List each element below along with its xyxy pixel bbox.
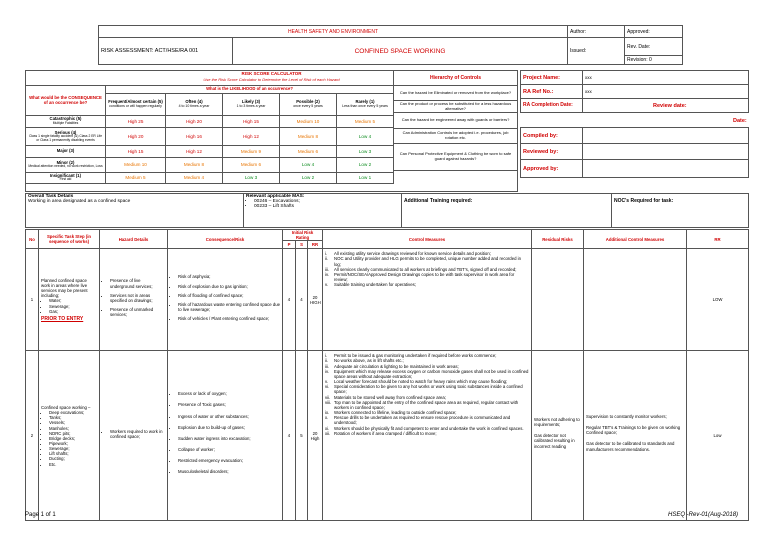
consequence-item: • Sudden water ingress into excavation; <box>178 436 280 441</box>
task-step-item: • Manholes; <box>49 426 97 431</box>
control-measure-text: No works above, as in lift shafts etc.; <box>334 358 404 364</box>
risk-score-cell: Low 2 <box>337 158 394 173</box>
risk-score-cell: High 15 <box>223 116 280 128</box>
risk-score-cell: Low 4 <box>280 158 337 173</box>
residual-rating: LOW <box>687 249 749 351</box>
control-measure-number: v. <box>325 282 329 288</box>
additional-controls <box>584 351 687 521</box>
row-number: 2 <box>26 351 39 521</box>
consequence-row-label: Catastrophic (5) Multiple Fatalities <box>26 116 106 128</box>
consequence-item: • Explosion due to build-up of gases; <box>178 425 280 430</box>
col-consequence: Consequence/Risk <box>168 230 283 249</box>
consequence-header: What would be the CONSEQUENCE of an occurrence be? <box>26 86 106 116</box>
consequence-item: • Ingress of water or other substances; <box>178 414 280 419</box>
consequence-row-label: Serious (4) Class 1 single fatality accident (&) Class 2 ER Life or Class 1 permanently disabling events <box>26 128 106 146</box>
control-measure-number: v. <box>325 379 329 385</box>
hazard-details <box>100 351 168 521</box>
risk-score-cell: High 15 <box>106 146 166 158</box>
control-measure-item <box>325 272 529 282</box>
revision-footer: HSEQ -Rev-01(Aug-2018) <box>668 512 739 518</box>
risk-score-cell: Medium 5 <box>106 173 166 184</box>
col-residual: Residual Risks <box>532 230 584 249</box>
risk-score-cell: Low 3 <box>337 146 394 158</box>
task-step-item: • Lift shafts; <box>49 451 97 456</box>
author-label: Author: <box>568 26 625 38</box>
prior-to-entry-note: PRIOR TO ENTRY <box>41 315 84 322</box>
table-row <box>26 249 749 351</box>
page-number: Page 1 of 1 <box>25 512 56 518</box>
likelihood-column-header: Possible (2) once every 5 years <box>280 94 337 116</box>
severity: 4 <box>296 249 308 351</box>
control-measure-number: i. <box>325 251 328 257</box>
approved-label: Approved: <box>625 26 683 38</box>
risk-score-cell: Medium 8 <box>280 128 337 146</box>
risk-matrix <box>25 85 394 184</box>
risk-score-cell: Low 1 <box>337 173 394 184</box>
calculator-title: RISK SCORE CALCULATOR <box>241 71 302 76</box>
ra-ref-label: RA Ref No.: <box>521 85 583 99</box>
task-step-item: • Pipework; <box>49 441 97 446</box>
hazard-item: • Presence of live underground services; <box>110 278 165 288</box>
ra-ref-title: RISK ASSESSMENT: ACT/HSE/RA 001 <box>99 38 233 65</box>
overall-task-value: Working in area designated as a confined space <box>28 199 131 204</box>
severity: 5 <box>296 351 308 521</box>
control-measure-number: xi. <box>325 425 330 431</box>
task-step-item: • Gas; <box>49 309 97 314</box>
hazard-details <box>100 249 168 351</box>
risk-score-cell: High 12 <box>223 128 280 146</box>
additional-controls <box>584 249 687 351</box>
risk-rating: 20 High <box>308 351 323 521</box>
consequence-row-label: Major (3) <box>26 146 106 158</box>
hierarchy-item: Can the hazard be Eliminated or removed from the workplace? <box>394 86 518 101</box>
risk-score-cell: High 12 <box>166 146 223 158</box>
task-step-intro: Confined space working – <box>41 404 91 410</box>
consequence-item: • Risk of vehicles / Plant entering confined space; <box>178 316 280 321</box>
task-step-item: • Water; <box>49 298 97 303</box>
date-label: Date: <box>733 118 747 124</box>
calculator-subtitle: Use the Risk Score Calculator to Determine the Level of Risk of each Hazard <box>203 77 340 82</box>
review-date-label: Review date: <box>583 99 749 113</box>
risk-score-cell: Low 3 <box>223 173 280 184</box>
control-measure-item <box>325 431 529 436</box>
consequence-list <box>168 351 283 521</box>
hierarchy-item: Can the hazard be engineered away with guards or barriers? <box>394 113 518 129</box>
control-measures <box>323 249 532 351</box>
col-initial-risk: Initial Risk Rating <box>283 230 323 241</box>
control-measure-text: Workers should be physically fit and competent to enter and undertake the work in confined spaces. <box>334 425 524 431</box>
project-name-label: Project Name: <box>521 71 583 85</box>
task-step-intro: Planned confined space work in areas where live services may be present including; <box>41 277 88 299</box>
control-measure-number: ii. <box>325 358 329 364</box>
control-measure-text: Suitable training undertaken for operatives; <box>334 282 416 288</box>
residual-risks <box>532 249 584 351</box>
control-measure-number: ix. <box>325 410 330 416</box>
task-step <box>39 351 100 521</box>
col-hazard: Hazard Details <box>100 230 168 249</box>
mas-label: Relevant applicable MAS: <box>246 194 305 199</box>
control-measure-text: Permit/NOC/SEA/Approved Design Drawings copies to be with task supervisor in work area for review; <box>334 271 515 283</box>
hse-title: HEALTH SAFETY AND ENVIRONMENT <box>99 26 568 38</box>
mas-item: • 00246 – Excavations; <box>254 199 399 204</box>
residual-rating: Low <box>687 351 749 521</box>
reviewed-by-label: Reviewed by: <box>521 144 583 160</box>
task-step <box>39 249 100 351</box>
task-step-item: • Sewerage; <box>49 304 97 309</box>
control-measure-text: Rotation of workers if area cramped / difficult to move; <box>334 430 437 436</box>
risk-score-cell: High 20 <box>166 116 223 128</box>
likelihood-column-header: Rarely (1) Less than once every 5 years <box>337 94 394 116</box>
additional-control-item: Regular TBT's & Trainings to be given on working Confined space; <box>586 425 681 436</box>
table-row <box>26 351 749 521</box>
residual-risk-item: Workers not adhering to requirements; <box>534 416 580 428</box>
task-step-item: • Etc. <box>49 462 97 467</box>
task-step-item: • Bridge decks; <box>49 436 97 441</box>
consequence-row-label: Insignificant (1) First aid <box>26 173 106 184</box>
hierarchy-item: Can Personal Protective Equipment & Clothing be worn to safe guard against hazards? <box>394 144 518 171</box>
noc-label: NOC's Required for task: <box>612 194 749 228</box>
likelihood-column-header: Often (4) 4 to 10 times a year <box>166 94 223 116</box>
approved-by-label: Approved by: <box>521 160 583 178</box>
likelihood-header: What is the LIKELIHOOD of an occurrence? <box>106 86 394 94</box>
hazard-item: • Services not in areas specified on drawings; <box>110 293 165 303</box>
consequence-item: • Presence of Toxic gases; <box>178 402 280 407</box>
rev-date-label: Rev. Date: <box>625 38 683 56</box>
residual-risk-item: Gas detector not calibrated resulting in incorrect reading <box>534 433 575 449</box>
task-step-item: • Sewerage; <box>49 446 97 451</box>
control-measures <box>323 351 532 521</box>
control-measure-text: Adequate air circulation & lighting to be maintained in work areas; <box>334 363 459 369</box>
col-additional: Additional Control Measures <box>584 230 687 249</box>
control-measure-number: vii. <box>325 394 331 400</box>
ra-ref-value: xxx <box>583 85 749 99</box>
residual-risks <box>532 351 584 521</box>
probability: 4 <box>283 249 296 351</box>
col-control: Control Measures <box>323 230 532 249</box>
training-label: Additional Training required: <box>402 194 612 228</box>
control-measure-number: i. <box>325 353 328 359</box>
additional-control-item: Gas detector to be calibrated to standards and manufacturers recommendations. <box>586 441 675 452</box>
risk-score-cell: High 16 <box>166 128 223 146</box>
consequence-item: • Risk of asphyxia; <box>178 274 280 279</box>
hierarchy-of-controls <box>393 70 518 171</box>
mas-item: • 00233 – Lift Shafts <box>254 204 399 209</box>
col-s: S <box>296 241 308 249</box>
hierarchy-item: Can Administration Controls be adopted i.e. procedures, job rotation etc. <box>394 129 518 144</box>
control-measure-text: Permit to be issued & gas monitoring undertaken if required before works commence; <box>334 353 497 359</box>
control-measure-text: Workers connected to lifeline, leading to outside confined space; <box>334 410 457 416</box>
task-step-item: • Tanks; <box>49 415 97 420</box>
hierarchy-item: Can the product or process be substituted for a less hazardous alternative? <box>394 101 518 113</box>
col-rr: RR <box>308 241 323 249</box>
risk-score-cell: High 20 <box>106 128 166 146</box>
mas-list <box>246 199 399 209</box>
task-step-item: • Ducting; <box>49 456 97 461</box>
control-measure-number: viii. <box>325 399 332 405</box>
overall-task-label: Overall Task Details <box>28 194 74 199</box>
control-measure-text: All existing utility service drawings reviewed for known service details and position; <box>334 251 491 257</box>
col-rr2: RR <box>687 230 749 249</box>
col-no: No <box>26 230 39 249</box>
risk-score-cell: Medium 10 <box>106 158 166 173</box>
control-measure-number: iv. <box>325 368 329 374</box>
control-measure-number: x. <box>325 415 329 421</box>
risk-score-cell: High 25 <box>106 116 166 128</box>
risk-score-cell: Low 4 <box>337 128 394 146</box>
control-measure-number: iii. <box>325 266 330 272</box>
consequence-item: • Collapse of worker; <box>178 447 280 452</box>
consequence-item: • Risk of explosion due to gas ignition; <box>178 284 280 289</box>
risk-score-cell: Medium 6 <box>223 158 280 173</box>
control-measure-number: iii. <box>325 363 330 369</box>
risk-rating: 20 HIGH <box>308 249 323 351</box>
ra-completion-label: RA Completion Date: <box>521 99 583 113</box>
hierarchy-title: Hierarchy of Controls <box>394 71 518 86</box>
project-name-value: xxx <box>583 71 749 85</box>
control-measure-text: Special consideration to be given to any hot works or work using toxic substances inside a confined space; <box>334 384 523 395</box>
risk-score-cell: Low 2 <box>280 173 337 184</box>
control-measure-text: Materials to be stored well away from confined space area; <box>334 394 447 400</box>
control-measure-item <box>325 256 529 266</box>
probability: 4 <box>283 351 296 521</box>
col-step: Specific Task Step (in sequence of works) <box>39 230 100 249</box>
signoff-table <box>520 127 749 178</box>
risk-score-cell: Medium 8 <box>166 158 223 173</box>
likelihood-column-header: Frequent/Almost certain (5) conditions or will happen regularly <box>106 94 166 116</box>
control-measure-text: NOC and Utility provider and HLG permits to be completed, unique number added and recorded in log; <box>334 256 522 267</box>
control-measure-item <box>325 369 529 379</box>
risk-score-cell: Medium 4 <box>166 173 223 184</box>
control-measure-text: Local weather forecast should be noted to watch for heavy rains which may cause flooding; <box>334 379 508 385</box>
hazard-item: • Workers required to work in confined space; <box>110 429 165 439</box>
control-measure-number: ii. <box>325 256 329 262</box>
task-step-item: • Deep excavations; <box>49 410 97 415</box>
revision-label: Revision: 0 <box>625 56 683 65</box>
compiled-by-label: Compiled by: <box>521 128 583 144</box>
consequence-item: • Excess or lack of oxygen; <box>178 391 280 396</box>
consequence-item: • Musculoskeletal disorders; <box>178 469 280 474</box>
risk-score-cell: Medium 6 <box>280 146 337 158</box>
risk-score-cell: Medium 9 <box>223 146 280 158</box>
subject-title: CONFINED SPACE WORKING <box>233 38 568 65</box>
row-number: 1 <box>26 249 39 351</box>
consequence-list <box>168 249 283 351</box>
control-measure-text: Top man to be appointed at the entry of the confined space area as required, regular contact with workers in confined space; <box>334 399 519 410</box>
risk-score-cell: Medium 5 <box>337 116 394 128</box>
control-measure-text: Equipment which may release excess oxygen or carbon monoxide gases shall not be used in confined space areas without adequate extraction; <box>334 368 529 379</box>
control-measure-item <box>325 282 529 287</box>
control-measure-number: xii. <box>325 430 331 436</box>
control-measure-item <box>325 400 529 410</box>
consequence-item: • Restricted emergency evacuation; <box>178 458 280 463</box>
consequence-item: • Risk of hazardous waste entering confined space due to live sewerage; <box>178 302 280 312</box>
consequence-item: • Risk of flooding of confined space; <box>178 293 280 298</box>
task-step-item: • NDRC pits; <box>49 431 97 436</box>
task-step-item: • Vessels; <box>49 420 97 425</box>
additional-control-item: Supervision to constantly monitor workers; <box>586 413 667 419</box>
consequence-row-label: Minor (2) Medical attention needed, no work restriction, Loss <box>26 158 106 173</box>
control-measure-text: All services clearly communicated to all workers at briefings and TBT's, signed off and recorded; <box>334 266 517 272</box>
control-measure-text: Rescue drills to be undertaken as required to ensure rescue procedure is communicated and understood; <box>334 415 511 426</box>
control-measure-item <box>325 415 529 425</box>
risk-score-cell: Medium 10 <box>280 116 337 128</box>
hazard-item: • Presence of unmarked services; <box>110 307 165 317</box>
col-p: P <box>283 241 296 249</box>
task-details <box>25 193 749 228</box>
document-header <box>98 25 683 65</box>
control-measure-item <box>325 384 529 394</box>
control-measure-number: iv. <box>325 271 329 277</box>
control-measure-number: vi. <box>325 384 330 390</box>
risk-assessment-table <box>25 229 749 521</box>
project-info <box>520 70 749 113</box>
likelihood-column-header: Likely (3) 1 to 3 times a year <box>223 94 280 116</box>
issued-label: Issued: <box>568 38 625 65</box>
